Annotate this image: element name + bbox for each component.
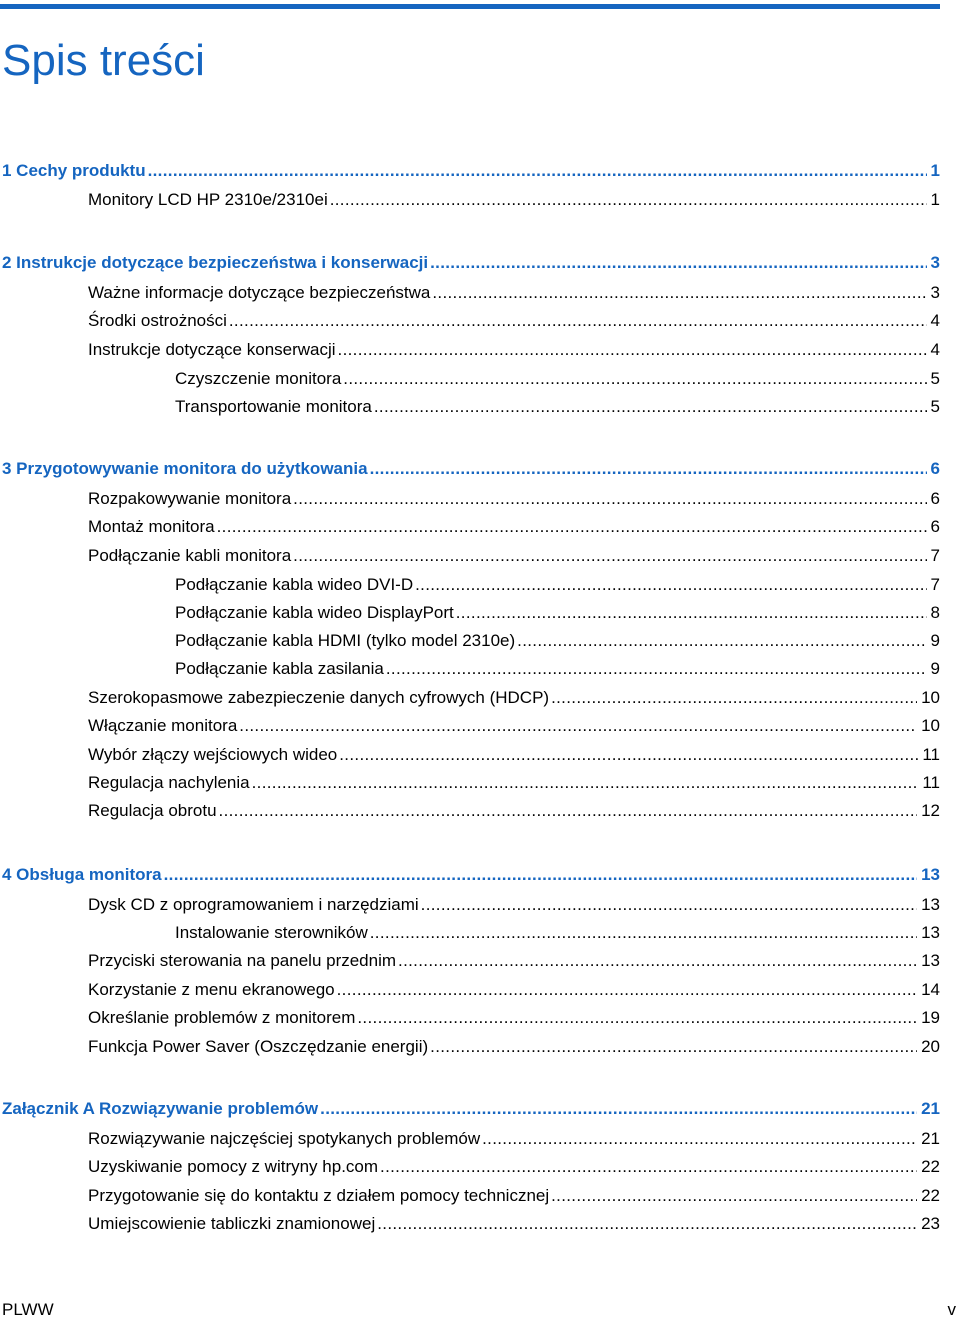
toc-page-number: 4	[930, 311, 940, 330]
footer-doc-code: PLWW	[2, 1300, 54, 1319]
toc-entry[interactable]	[0, 892, 940, 918]
toc-entry-label: Określanie problemów z monitorem	[88, 1008, 356, 1027]
toc-entry[interactable]	[0, 1154, 940, 1180]
toc-entry-label: 1 Cechy produktu	[2, 161, 146, 180]
toc-entry-label: Podłączanie kabla wideo DVI-D	[175, 575, 414, 594]
toc-page-number: 13	[921, 895, 940, 914]
toc-entry-label: Ważne informacje dotyczące bezpieczeństwa	[88, 283, 431, 302]
toc-dot-leader	[339, 742, 918, 768]
toc-dot-leader	[482, 1126, 917, 1152]
toc-entry[interactable]	[0, 366, 940, 392]
toc-entry-label: Instrukcje dotyczące konserwacji	[88, 340, 336, 359]
toc-dot-leader	[374, 394, 927, 420]
toc-entry-label: 2 Instrukcje dotyczące bezpieczeństwa i konserwacji	[2, 253, 429, 272]
toc-entry-label: Funkcja Power Saver (Oszczędzanie energii)	[88, 1037, 429, 1056]
toc-entry[interactable]	[0, 920, 940, 946]
toc-page-number: 10	[921, 716, 940, 735]
toc-dot-leader	[370, 456, 927, 482]
toc-dot-leader	[229, 308, 927, 334]
toc-entry[interactable]	[0, 572, 940, 598]
toc-entry[interactable]	[0, 187, 940, 213]
toc-entry-label: Podłączanie kabla wideo DisplayPort	[175, 603, 454, 622]
toc-page-number: 11	[922, 773, 940, 792]
toc-entry-label: 3 Przygotowywanie monitora do użytkowania	[2, 459, 368, 478]
toc-dot-leader	[430, 250, 926, 276]
toc-page-number: 12	[921, 801, 940, 820]
toc-dot-leader	[430, 1034, 917, 1060]
toc-entry[interactable]	[0, 308, 940, 334]
toc-entry-label: Instalowanie sterowników	[175, 923, 368, 942]
toc-dot-leader	[293, 486, 926, 512]
toc-dot-leader	[551, 1183, 917, 1209]
toc-entry[interactable]	[0, 770, 940, 796]
toc-dot-leader	[432, 280, 926, 306]
toc-page-number: 10	[921, 688, 940, 707]
toc-dot-leader	[370, 920, 917, 946]
toc-page-number: 19	[921, 1008, 940, 1027]
toc-entry[interactable]	[0, 514, 940, 540]
toc-dot-leader	[377, 1211, 917, 1237]
toc-entry[interactable]	[0, 600, 940, 626]
toc-chapter-entry[interactable]	[0, 158, 940, 184]
toc-page-number: 7	[930, 575, 940, 594]
toc-chapter-entry[interactable]	[0, 1096, 940, 1122]
toc-entry-label: Podłączanie kabli monitora	[88, 546, 292, 565]
toc-entry-label: Podłączanie kabla zasilania	[175, 659, 384, 678]
toc-dot-leader	[517, 628, 926, 654]
toc-entry[interactable]	[0, 280, 940, 306]
toc-entry[interactable]	[0, 394, 940, 420]
toc-page-number: 9	[930, 659, 940, 678]
toc-page-number: 3	[930, 253, 940, 272]
toc-dot-leader	[239, 713, 917, 739]
toc-entry[interactable]	[0, 713, 940, 739]
toc-entry-label: Regulacja nachylenia	[88, 773, 250, 792]
toc-page-number: 21	[921, 1129, 940, 1148]
toc-dot-leader	[330, 187, 927, 213]
toc-dot-leader	[357, 1005, 917, 1031]
toc-entry[interactable]	[0, 1211, 940, 1237]
toc-dot-leader	[148, 158, 927, 184]
footer-page-number: v	[947, 1300, 956, 1319]
toc-dot-leader	[320, 1096, 917, 1122]
toc-entry-label: Monitory LCD HP 2310e/2310ei	[88, 190, 328, 209]
toc-dot-leader	[415, 572, 926, 598]
toc-dot-leader	[456, 600, 927, 626]
toc-entry-label: Uzyskiwanie pomocy z witryny hp.com	[88, 1157, 379, 1176]
toc-page-number: 1	[930, 161, 940, 180]
toc-page-number: 6	[930, 517, 940, 536]
toc-page-number: 11	[922, 745, 940, 764]
toc-entry-label: Podłączanie kabla HDMI (tylko model 2310e)	[175, 631, 516, 650]
toc-page-number: 7	[930, 546, 940, 565]
toc-entry-label: Szerokopasmowe zabezpieczenie danych cyfrowych (HDCP)	[88, 688, 550, 707]
toc-page-number: 20	[921, 1037, 940, 1056]
toc-entry-label: Transportowanie monitora	[175, 397, 372, 416]
toc-entry-label: Montaż monitora	[88, 517, 215, 536]
toc-page-number: 21	[921, 1099, 940, 1118]
toc-entry[interactable]	[0, 337, 940, 363]
toc-entry[interactable]	[0, 1126, 940, 1152]
toc-entry[interactable]	[0, 1183, 940, 1209]
toc-page-number: 23	[921, 1214, 940, 1233]
toc-page-number: 5	[930, 397, 940, 416]
toc-entry[interactable]	[0, 742, 940, 768]
toc-chapter-entry[interactable]	[0, 250, 940, 276]
toc-page-number: 22	[921, 1186, 940, 1205]
toc-entry-label: 4 Obsługa monitora	[2, 865, 162, 884]
toc-dot-leader	[380, 1154, 917, 1180]
toc-page-number: 9	[930, 631, 940, 650]
toc-page-number: 6	[930, 459, 940, 478]
toc-page-number: 13	[921, 865, 940, 884]
toc-dot-leader	[338, 337, 927, 363]
toc-page-number: 3	[930, 283, 940, 302]
toc-entry-label: Rozpakowywanie monitora	[88, 489, 292, 508]
toc-entry[interactable]	[0, 543, 940, 569]
toc-entry-label: Regulacja obrotu	[88, 801, 217, 820]
toc-page-number: 8	[930, 603, 940, 622]
toc-entry[interactable]	[0, 948, 940, 974]
toc-page-number: 5	[930, 369, 940, 388]
top-rule	[0, 4, 940, 9]
toc-dot-leader	[293, 543, 926, 569]
toc-entry[interactable]	[0, 1005, 940, 1031]
toc-entry[interactable]	[0, 798, 940, 824]
toc-entry-label: Wybór złączy wejściowych wideo	[88, 745, 338, 764]
toc-entry-label: Przyciski sterowania na panelu przednim	[88, 951, 397, 970]
toc-entry-label: Umiejscowienie tabliczki znamionowej	[88, 1214, 376, 1233]
toc-entry-label: Środki ostrożności	[88, 311, 227, 330]
toc-chapter-entry[interactable]	[0, 862, 940, 888]
toc-page-number: 6	[930, 489, 940, 508]
toc-entry-label: Załącznik A Rozwiązywanie problemów	[2, 1099, 319, 1118]
toc-entry[interactable]	[0, 486, 940, 512]
toc-page-number: 1	[930, 190, 940, 209]
toc-page-number: 4	[930, 340, 940, 359]
toc-dot-leader	[386, 656, 927, 682]
toc-entry[interactable]	[0, 685, 940, 711]
toc-dot-leader	[252, 770, 919, 796]
toc-page-number: 13	[921, 923, 940, 942]
toc-dot-leader	[164, 862, 917, 888]
toc-entry-label: Czyszczenie monitora	[175, 369, 342, 388]
toc-entry[interactable]	[0, 628, 940, 654]
toc-entry-label: Rozwiązywanie najczęściej spotykanych problemów	[88, 1129, 481, 1148]
toc-entry[interactable]	[0, 656, 940, 682]
toc-entry-label: Przygotowanie się do kontaktu z działem pomocy technicznej	[88, 1186, 550, 1205]
toc-entry-label: Dysk CD z oprogramowaniem i narzędziami	[88, 895, 419, 914]
toc-dot-leader	[337, 977, 917, 1003]
toc-entry-label: Włączanie monitora	[88, 716, 238, 735]
toc-dot-leader	[219, 798, 918, 824]
toc-entry[interactable]	[0, 977, 940, 1003]
toc-dot-leader	[343, 366, 926, 392]
toc-entry[interactable]	[0, 1034, 940, 1060]
toc-dot-leader	[551, 685, 917, 711]
toc-dot-leader	[421, 892, 917, 918]
toc-page-number: 14	[921, 980, 940, 999]
toc-chapter-entry[interactable]	[0, 456, 940, 482]
toc-entry-label: Korzystanie z menu ekranowego	[88, 980, 335, 999]
toc-page-number: 13	[921, 951, 940, 970]
toc-dot-leader	[217, 514, 927, 540]
page-title: Spis treści	[2, 36, 205, 85]
toc-dot-leader	[398, 948, 917, 974]
toc-page-number: 22	[921, 1157, 940, 1176]
